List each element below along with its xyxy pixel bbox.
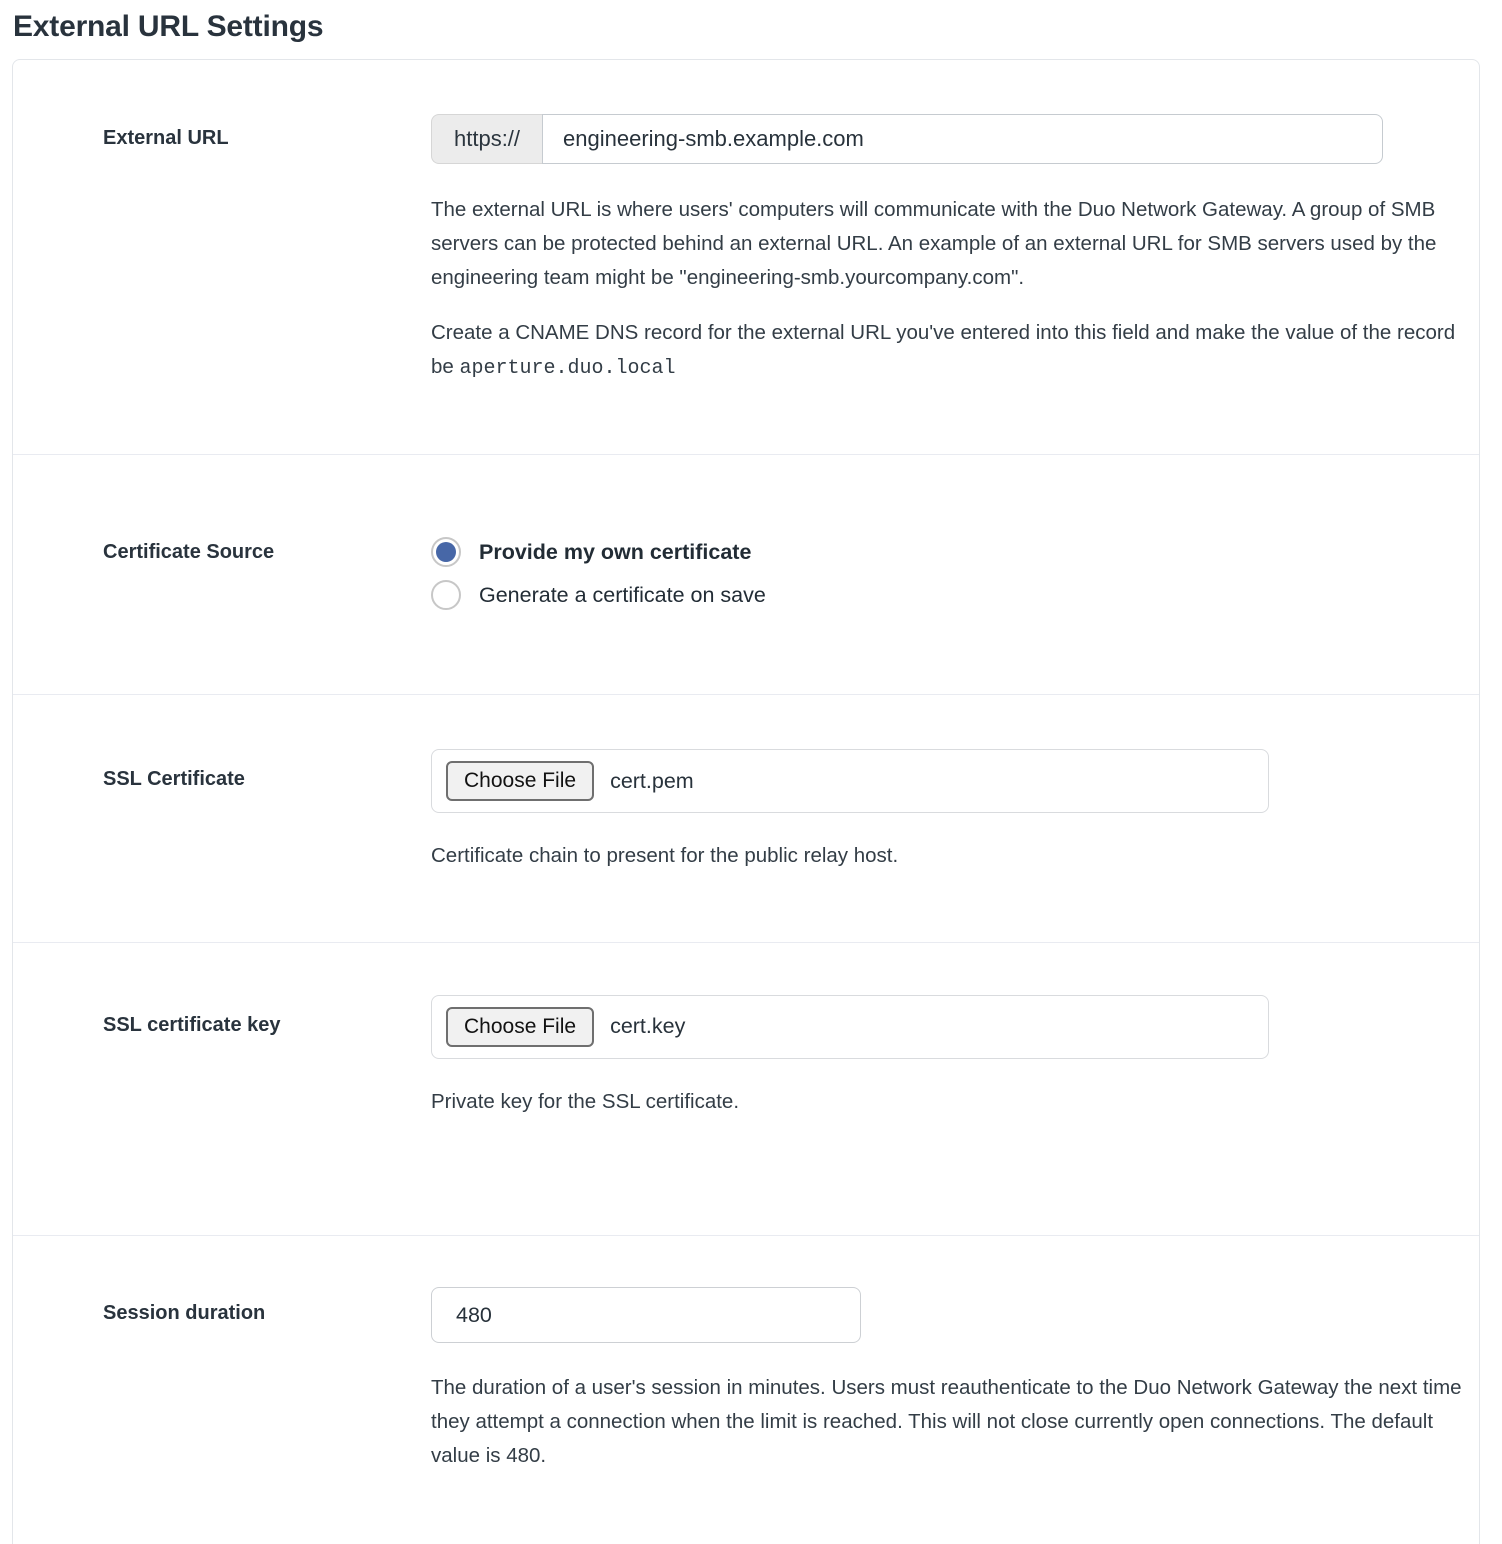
- radio-generate-certificate-on-save[interactable]: [431, 580, 1473, 610]
- choose-file-button[interactable]: Choose File: [446, 1007, 594, 1047]
- certificate-source-label: Certificate Source: [103, 541, 275, 563]
- form-row-ssl-certificate: [13, 694, 1479, 942]
- cname-target-code: aperture.duo.local: [459, 356, 676, 380]
- session-duration-input[interactable]: [431, 1287, 861, 1343]
- ssl-certificate-file-input: [431, 749, 1269, 813]
- radio-provide-own-certificate-label[interactable]: Provide my own certificate: [479, 539, 752, 564]
- ssl-certificate-key-filename: cert.key: [610, 1014, 686, 1038]
- ssl-certificate-label: SSL Certificate: [103, 768, 245, 790]
- radio-dot: [436, 585, 456, 605]
- external-url-cname-help: [431, 316, 1473, 386]
- form-row-ssl-certificate-key: [13, 942, 1479, 1236]
- form-row-certificate-source: [13, 454, 1479, 694]
- ssl-certificate-label-col: [103, 749, 431, 894]
- external-url-help: The external URL is where users' computers will communicate with the Duo Network Gateway. A group of SMB servers can be protected behind an external URL. An example of an external URL for SMB servers used by the engineering team might be "engineering-smb.yourcompany.com".: [431, 198, 1437, 289]
- settings-panel: [12, 59, 1480, 1544]
- external-url-control-col: [431, 114, 1473, 406]
- external-url-input-group: [431, 114, 1383, 164]
- external-url-input[interactable]: [542, 114, 1383, 164]
- ssl-certificate-key-label-col: [103, 995, 431, 1140]
- radio-button-icon[interactable]: [431, 580, 461, 610]
- ssl-certificate-help: Certificate chain to present for the public relay host.: [431, 844, 899, 867]
- session-duration-label: Session duration: [103, 1302, 266, 1324]
- radio-generate-certificate-on-save-label[interactable]: Generate a certificate on save: [479, 582, 766, 607]
- certificate-source-label-col: [103, 537, 431, 610]
- external-url-label-col: [103, 114, 431, 406]
- radio-dot: [436, 542, 456, 562]
- session-duration-control-col: [431, 1287, 1473, 1494]
- ssl-certificate-key-file-input: [431, 995, 1269, 1059]
- https-prefix-addon: https://: [431, 114, 542, 164]
- external-url-label: External URL: [103, 127, 229, 149]
- ssl-certificate-filename: cert.pem: [610, 768, 694, 793]
- form-row-external-url: [13, 60, 1479, 454]
- radio-provide-own-certificate[interactable]: [431, 537, 1473, 567]
- cname-help-text: Create a CNAME DNS record for the external URL you've entered into this field and make the value of the record be: [431, 320, 1456, 378]
- session-duration-help: The duration of a user's session in minutes. Users must reauthenticate to the Duo Network Gateway the next time they attempt a connection when the limit is reached. This will not close currently open connections. The default value is 480.: [431, 1376, 1462, 1467]
- choose-file-button[interactable]: Choose File: [446, 761, 594, 801]
- radio-button-icon[interactable]: [431, 537, 461, 567]
- ssl-certificate-key-label: SSL certificate key: [103, 1013, 281, 1036]
- ssl-certificate-key-help: Private key for the SSL certificate.: [431, 1089, 740, 1113]
- certificate-source-options: [431, 537, 1473, 610]
- page-title: External URL Settings: [13, 10, 324, 43]
- ssl-certificate-key-control-col: [431, 995, 1473, 1140]
- session-duration-label-col: [103, 1287, 431, 1494]
- ssl-certificate-control-col: [431, 749, 1473, 894]
- form-row-session-duration: [13, 1235, 1479, 1544]
